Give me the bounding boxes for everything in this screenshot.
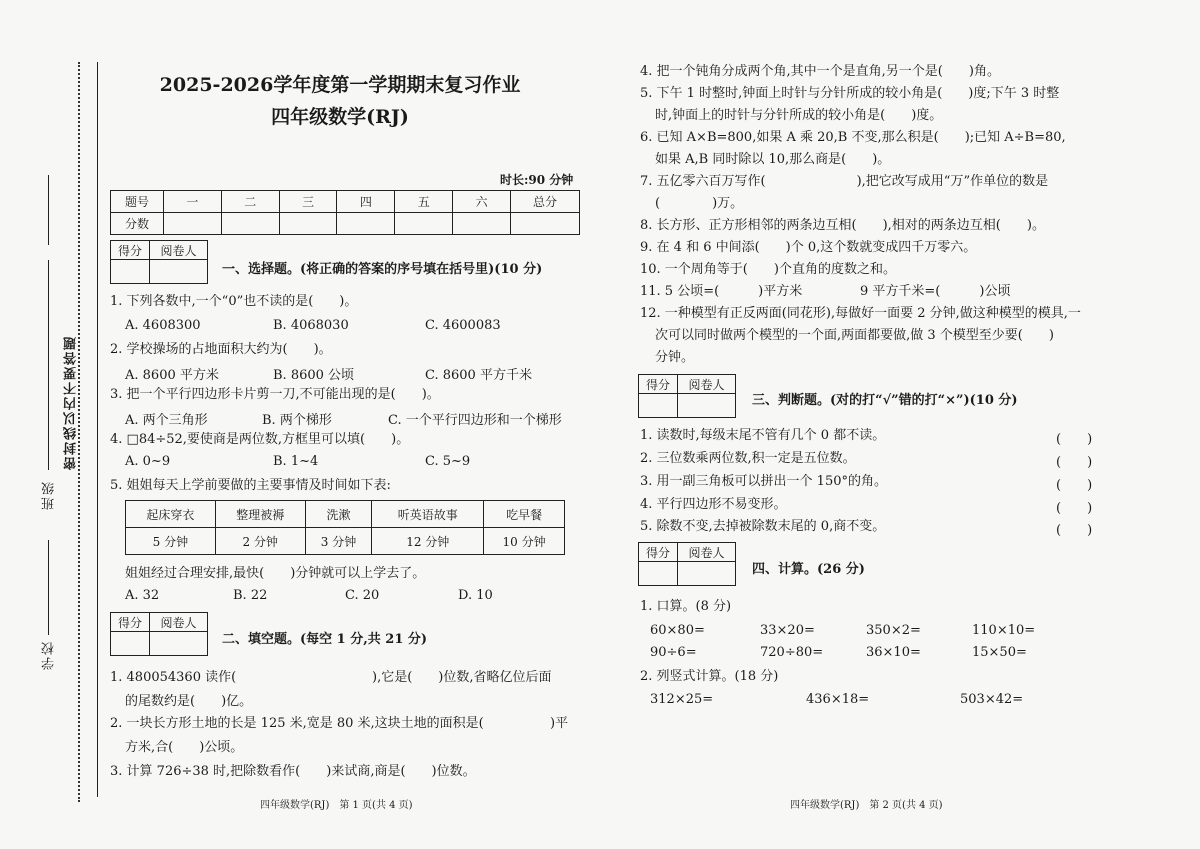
fill-7-part-b: ( )万。 — [655, 196, 744, 211]
fill-3: 3. 计算 726÷38 时,把除数看作( )来试商,商是( )位数。 — [110, 764, 476, 779]
q1-option-a: A. 4608300 — [125, 318, 201, 333]
fill-1-part-c: 的尾数约是( )亿。 — [125, 694, 253, 709]
schedule-table — [125, 500, 565, 555]
class-label: 班级 — [42, 480, 57, 510]
fill-12-part-c: 分钟。 — [655, 350, 695, 365]
schedule-value: 12 分钟 — [372, 528, 484, 555]
oral-item: 110×10= — [972, 623, 1036, 638]
score-table-header: 题号 — [111, 191, 164, 213]
grader-box — [638, 542, 736, 586]
judge-3: 3. 用一副三角板可以拼出一个 150°的角。 — [640, 474, 887, 489]
section1-title: 一、选择题。(将正确的答案的序号填在括号里)(10 分) — [222, 262, 543, 277]
judge-3-answer: ( ) — [1056, 478, 1093, 493]
class-blank — [48, 260, 49, 470]
fill-6-part-b: 如果 A,B 同时除以 10,那么商是( )。 — [655, 152, 891, 167]
q5-option-a: A. 32 — [125, 588, 160, 603]
q3-option-a: A. 两个三角形 — [125, 413, 208, 428]
question-5-followup: 姐姐经过合理安排,最快( )分钟就可以上学去了。 — [125, 566, 426, 581]
vertical-item: 436×18= — [806, 692, 870, 707]
judge-2-answer: ( ) — [1056, 455, 1093, 470]
judge-1: 1. 读数时,每级末尾不管有几个 0 都不读。 — [640, 428, 886, 443]
schedule-header: 洗漱 — [305, 501, 372, 528]
score-row-label: 分数 — [111, 213, 164, 235]
schedule-value: 5 分钟 — [126, 528, 216, 555]
judge-4: 4. 平行四边形不易变形。 — [640, 497, 787, 512]
oral-item: 15×50= — [972, 645, 1027, 660]
fill-7-part-a: 7. 五亿零六百万写作( ),把它改写成用“万”作单位的数是 — [640, 174, 1049, 189]
seal-note: 密封线以内不要答题 — [64, 335, 79, 470]
q4-option-b: B. 1~4 — [273, 454, 319, 469]
score-table-header: 总分 — [511, 191, 580, 213]
question-2: 2. 学校操场的占地面积大约为( )。 — [110, 342, 332, 357]
q5-option-b: B. 22 — [233, 588, 268, 603]
judge-5-answer: ( ) — [1056, 523, 1093, 538]
fill-1-part-a: 1. 480054360 读作( — [110, 670, 237, 685]
oral-item: 350×2= — [866, 623, 921, 638]
q5-option-d: D. 10 — [458, 588, 493, 603]
oral-item: 90÷6= — [650, 645, 697, 660]
section2-title: 二、填空题。(每空 1 分,共 21 分) — [222, 632, 428, 647]
score-table-header: 五 — [395, 191, 453, 213]
page2-footer: 四年级数学(RJ) 第 2 页(共 4 页) — [790, 800, 943, 811]
grader-score-label: 得分 — [639, 543, 678, 562]
question-1: 1. 下列各数中,一个“0”也不读的是( )。 — [110, 294, 358, 309]
grader-box — [110, 612, 208, 656]
fill-6-part-a: 6. 已知 A×B=800,如果 A 乘 20,B 不变,那么积是( );已知 A÷B=80, — [640, 130, 1066, 145]
vertical-title: 2. 列竖式计算。(18 分) — [640, 669, 779, 684]
fill-1-part-b: ),它是( )位数,省略亿位后面 — [372, 670, 552, 685]
name-blank — [48, 175, 49, 245]
schedule-value: 10 分钟 — [484, 528, 565, 555]
time-limit: 时长:90 分钟 — [500, 173, 574, 187]
q3-option-c: C. 一个平行四边形和一个梯形 — [388, 413, 562, 428]
q3-option-b: B. 两个梯形 — [262, 413, 332, 428]
exam-subtitle: 四年级数学(RJ) — [271, 106, 409, 128]
fill-12-part-a: 12. 一种模型有正反两面(同花形),每做好一面要 2 分钟,做这种模型的模具,一 — [640, 306, 1081, 321]
schedule-value: 3 分钟 — [305, 528, 372, 555]
schedule-header: 吃早餐 — [484, 501, 565, 528]
q2-option-c: C. 8600 平方千米 — [425, 368, 532, 383]
judge-2: 2. 三位数乘两位数,积一定是五位数。 — [640, 451, 856, 466]
fill-2-part-c: 方米,合( )公顷。 — [125, 740, 244, 755]
question-4: 4. □84÷52,要使商是两位数,方框里可以填( )。 — [110, 432, 410, 447]
score-table-header: 三 — [279, 191, 337, 213]
judge-5: 5. 除数不变,去掉被除数末尾的 0,商不变。 — [640, 519, 886, 534]
judge-1-answer: ( ) — [1056, 432, 1093, 447]
q5-option-c: C. 20 — [345, 588, 380, 603]
oral-item: 60×80= — [650, 623, 705, 638]
q1-option-c: C. 4600083 — [425, 318, 501, 333]
school-label: 学校 — [42, 640, 57, 670]
grader-score-label: 得分 — [111, 241, 150, 260]
fill-5-part-b: 时,钟面上的时针与分针所成的较小角是( )度。 — [655, 108, 943, 123]
q1-option-b: B. 4068030 — [273, 318, 349, 333]
oral-item: 720÷80= — [760, 645, 824, 660]
q2-option-b: B. 8600 公顷 — [273, 368, 355, 383]
grader-score-label: 得分 — [111, 613, 150, 632]
fill-5-part-a: 5. 下午 1 时整时,钟面上时针与分针所成的较小角是( )度;下午 3 时整 — [640, 86, 1060, 101]
schedule-header: 整理被褥 — [215, 501, 305, 528]
exam-title: 2025-2026学年度第一学期期末复习作业 — [159, 74, 521, 96]
judge-4-answer: ( ) — [1056, 501, 1093, 516]
page1-footer: 四年级数学(RJ) 第 1 页(共 4 页) — [260, 800, 413, 811]
fill-9: 9. 在 4 和 6 中间添( )个 0,这个数就变成四千万零六。 — [640, 240, 977, 255]
q4-option-c: C. 5~9 — [425, 454, 471, 469]
vertical-item: 503×42= — [960, 692, 1024, 707]
fill-8: 8. 长方形、正方形相邻的两条边互相( ),相对的两条边互相( )。 — [640, 218, 1045, 233]
margin-line — [97, 62, 98, 797]
q4-option-a: A. 0~9 — [125, 454, 171, 469]
score-table-header: 四 — [337, 191, 395, 213]
fill-2-part-a: 2. 一块长方形土地的长是 125 米,宽是 80 米,这块土地的面积是( — [110, 716, 484, 731]
vertical-item: 312×25= — [650, 692, 714, 707]
fill-4: 4. 把一个钝角分成两个角,其中一个是直角,另一个是( )角。 — [640, 64, 1000, 79]
fill-11-part-b: 9 平方千米=( )公顷 — [860, 284, 1011, 299]
score-table-header: 一 — [164, 191, 222, 213]
grader-box — [638, 374, 736, 418]
grader-reviewer-label: 阅卷人 — [150, 613, 208, 632]
score-table — [110, 190, 580, 235]
section4-title: 四、计算。(26 分) — [752, 562, 865, 577]
q2-option-a: A. 8600 平方米 — [125, 368, 219, 383]
school-blank — [48, 540, 49, 635]
fill-12-part-b: 次可以同时做两个模型的一个面,两面都要做,做 3 个模型至少要( ) — [655, 328, 1054, 343]
score-table-header: 二 — [221, 191, 279, 213]
fill-10: 10. 一个周角等于( )个直角的度数之和。 — [640, 262, 896, 277]
grader-reviewer-label: 阅卷人 — [150, 241, 208, 260]
oral-item: 36×10= — [866, 645, 921, 660]
fill-11-part-a: 11. 5 公顷=( )平方米 — [640, 284, 803, 299]
grader-box — [110, 240, 208, 284]
schedule-value: 2 分钟 — [215, 528, 305, 555]
schedule-header: 起床穿衣 — [126, 501, 216, 528]
grader-reviewer-label: 阅卷人 — [678, 375, 736, 394]
fill-2-part-b: )平 — [550, 716, 569, 731]
oral-title: 1. 口算。(8 分) — [640, 599, 732, 614]
schedule-header: 听英语故事 — [372, 501, 484, 528]
oral-item: 33×20= — [760, 623, 815, 638]
grader-score-label: 得分 — [639, 375, 678, 394]
section3-title: 三、判断题。(对的打“√”错的打“×”)(10 分) — [752, 393, 1018, 408]
score-table-header: 六 — [453, 191, 511, 213]
question-3: 3. 把一个平行四边形卡片剪一刀,不可能出现的是( )。 — [110, 387, 440, 402]
grader-reviewer-label: 阅卷人 — [678, 543, 736, 562]
question-5: 5. 姐姐每天上学前要做的主要事情及时间如下表: — [110, 478, 391, 493]
